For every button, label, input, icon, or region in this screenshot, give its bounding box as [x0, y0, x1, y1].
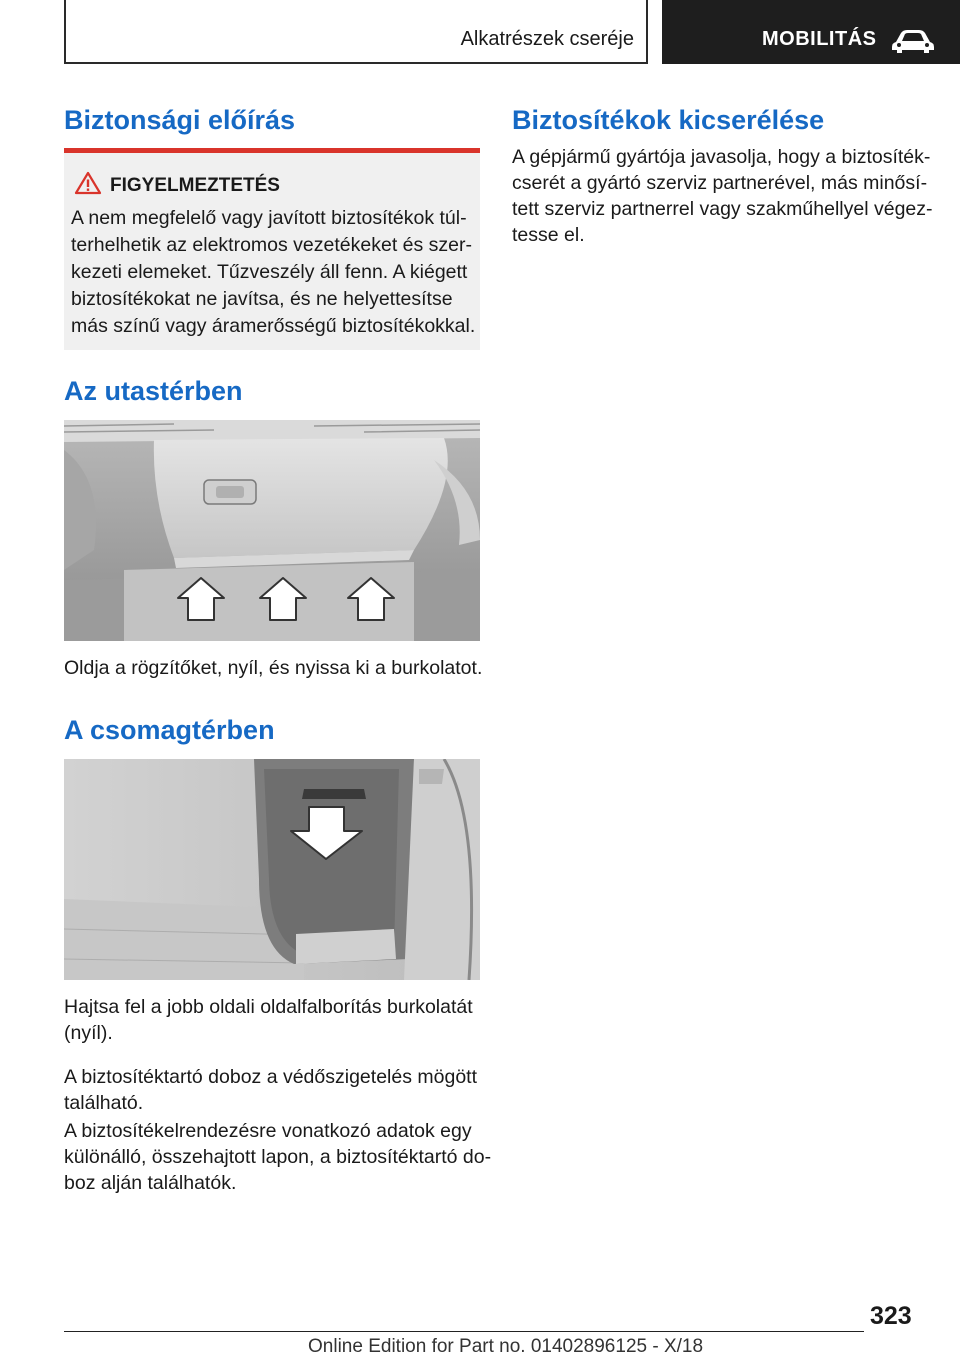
paragraph-line: boz alján találhatók. — [64, 1172, 237, 1194]
paragraph-line: tesse el. — [512, 224, 585, 246]
header-section-box — [64, 0, 648, 64]
car-icon — [890, 28, 936, 54]
fuse-replacement-heading: Biztosítékok kicserélése — [512, 105, 825, 135]
interior-caption-line: Oldja a rögzítőket, nyíl, és nyissa ki a burkolatot. — [64, 657, 483, 679]
fuse-layout-paragraph — [64, 1118, 491, 1196]
fuse-replacement-paragraph — [512, 144, 933, 248]
page-number: 323 — [870, 1302, 912, 1330]
header-chapter-title: MOBILITÁS — [762, 28, 877, 50]
header-section-title: Alkatrészek cseréje — [460, 28, 634, 50]
warning-text — [71, 205, 476, 340]
fusebox-location-paragraph — [64, 1064, 477, 1116]
footer-rule — [64, 1331, 864, 1332]
trunk-heading: A csomagtérben — [64, 715, 275, 745]
warning-line: más színű vagy áramerősségű biztosítékokkal. — [71, 315, 476, 337]
paragraph-line: különálló, összehajtott lapon, a biztosítéktartó do- — [64, 1146, 492, 1168]
interior-caption — [64, 655, 482, 681]
header-chapter-box — [662, 0, 960, 64]
trunk-caption — [64, 994, 473, 1046]
warning-line: kezeti elemeket. Tűzveszély áll fenn. A kiégett — [71, 261, 468, 283]
paragraph-line: A biztosítéktartó doboz a védőszigetelés mögött — [64, 1066, 477, 1088]
warning-line: A nem megfelelő vagy javított biztosítékok túl- — [71, 207, 467, 229]
warning-triangle-icon — [74, 171, 102, 195]
trunk-caption-line: (nyíl). — [64, 1022, 113, 1044]
footer-edition-text: Online Edition for Part no. 01402896125 - X/18 — [308, 1336, 704, 1357]
warning-line: biztosítékokat ne javítsa, és ne helyettesítse — [71, 288, 453, 310]
paragraph-line: A gépjármű gyártója javasolja, hogy a biztosíték- — [512, 146, 931, 168]
trunk-side-panel-photo — [64, 759, 480, 980]
interior-glovebox-photo — [64, 420, 480, 641]
safety-heading: Biztonsági előírás — [64, 105, 296, 135]
interior-heading: Az utastérben — [64, 376, 243, 406]
warning-box — [64, 153, 480, 350]
warning-line: terhelhetik az elektromos vezetékeket és szer- — [71, 234, 473, 256]
paragraph-line: cserét a gyártó szerviz partnerével, más minősí- — [512, 172, 928, 194]
paragraph-line: A biztosítékelrendezésre vonatkozó adatok egy — [64, 1120, 472, 1142]
trunk-caption-line: Hajtsa fel a jobb oldali oldalfalborítás burkolatát — [64, 996, 473, 1018]
paragraph-line: található. — [64, 1092, 144, 1114]
paragraph-line: tett szerviz partnerrel vagy szakműhellyel végez- — [512, 198, 933, 220]
warning-title: FIGYELMEZTETÉS — [110, 175, 280, 196]
